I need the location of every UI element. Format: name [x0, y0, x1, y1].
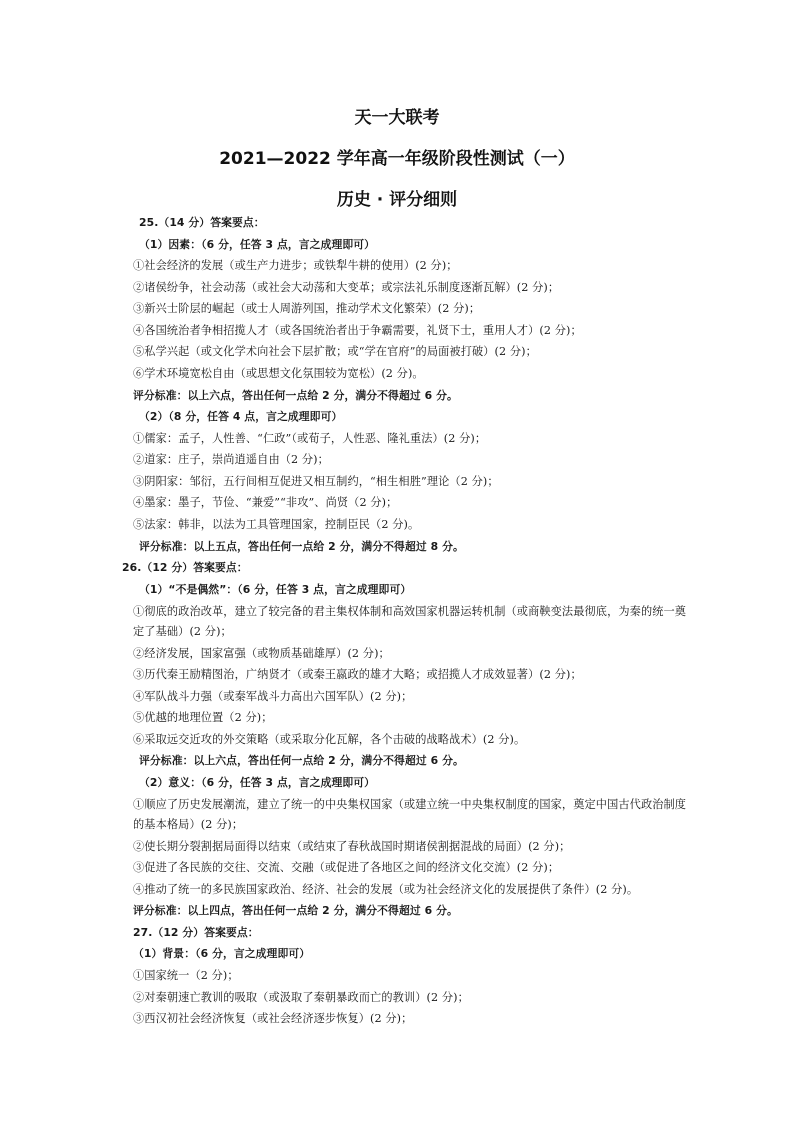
- answer-line: ③历代秦王励精图治，广纳贤才（或秦王嬴政的雄才大略；或招揽人才成效显著）(2 分)；: [133, 668, 582, 681]
- q26-heading: 26.（12 分）答案要点：: [122, 561, 248, 574]
- scoring-standard: 评分标准：以上四点，答出任何一点给 2 分，满分不得超过 6 分。: [133, 904, 458, 917]
- answer-line: ③西汉初社会经济恢复（或社会经济逐步恢复）(2 分)；: [133, 1012, 413, 1025]
- page-title-subject: 历史 · 评分细则: [336, 190, 458, 210]
- answer-line: ②道家：庄子，崇尚逍遥自由（2 分)；: [133, 453, 329, 466]
- answer-line: ②使长期分裂割据局面得以结束（或结束了春秋战国时期诸侯割据混战的局面）(2 分)；: [133, 840, 571, 853]
- q25-part2-heading: （2）（8 分，任答 4 点，言之成理即可）: [139, 410, 343, 423]
- answer-line: ⑤优越的地理位置（2 分)；: [133, 711, 273, 724]
- q26-part2-heading: （2）意义：（6 分，任答 3 点，言之成理即可）: [139, 776, 376, 789]
- q26-part1-heading: （1）“不是偶然”：（6 分，任答 3 点，言之成理即可）: [139, 583, 412, 596]
- answer-line: ①社会经济的发展（或生产力进步；或铁犁牛耕的使用）(2 分)；: [133, 259, 458, 272]
- scoring-standard: 评分标准：以上六点，答出任何一点给 2 分，满分不得超过 6 分。: [139, 754, 464, 767]
- answer-line: ①国家统一（2 分)；: [133, 969, 239, 982]
- answer-line: ⑤法家：韩非，以法为工具管理国家，控制臣民（2 分)。: [133, 518, 420, 531]
- answer-line: ④军队战斗力强（或秦军战斗力高出六国军队）(2 分)；: [133, 690, 413, 703]
- answer-line: ⑤私学兴起（或文化学术向社会下层扩散；或“学在官府”的局面被打破）(2 分)；: [133, 345, 537, 358]
- q25-heading: 25.（14 分）答案要点：: [139, 216, 265, 229]
- answer-line: ①儒家：孟子，人性善、“仁政”（或荀子，人性恶、隆礼重法）(2 分)；: [133, 432, 487, 445]
- page-title-org: 天一大联考: [354, 108, 440, 128]
- answer-line: ②诸侯纷争，社会动荡（或社会大动荡和大变革；或宗法礼乐制度逐渐瓦解）(2 分)；: [133, 281, 560, 294]
- answer-line: ④各国统治者争相招揽人才（或各国统治者出于争霸需要，礼贤下士，重用人才）(2 分)；: [133, 324, 582, 337]
- answer-line: ④推动了统一的多民族国家政治、经济、社会的发展（或为社会经济文化的发展提供了条件）(2 分)。: [133, 883, 639, 896]
- page-title-exam: 2021—2022 学年高一年级阶段性测试（一）: [219, 149, 575, 169]
- answer-line: ③新兴士阶层的崛起（或士人周游列国，推动学术文化繁荣）(2 分)；: [133, 302, 481, 315]
- q27-heading: 27.（12 分）答案要点：: [133, 926, 259, 939]
- scoring-standard: 评分标准：以上六点，答出任何一点给 2 分，满分不得超过 6 分。: [133, 389, 458, 402]
- answer-line: ②经济发展，国家富强（或物质基础雄厚）(2 分)；: [133, 647, 390, 660]
- answer-line: ①顺应了历史发展潮流，建立了统一的中央集权国家（或建立统一中央集权制度的国家，奠定中国古代政治制度的基本格局）(2 分)；: [133, 798, 687, 831]
- answer-line: ③阴阳家：邹衍，五行间相互促进又相互制约，“相生相胜”理论（2 分)；: [133, 475, 499, 488]
- q27-part1-heading: （1）背景：（6 分，言之成理即可）: [133, 947, 311, 960]
- answer-line: ④墨家：墨子，节俭、“兼爱”“非攻”、尚贤（2 分)；: [133, 496, 398, 509]
- q25-part1-heading: （1）因素：（6 分，任答 3 点，言之成理即可）: [139, 238, 376, 251]
- scoring-standard: 评分标准：以上五点，答出任何一点给 2 分，满分不得超过 8 分。: [139, 540, 464, 553]
- answer-line: ⑥学术环境宽松自由（或思想文化氛围较为宽松）(2 分)。: [133, 367, 424, 380]
- answer-line: ⑥采取远交近攻的外交策略（或采取分化瓦解，各个击破的战略战术）(2 分)。: [133, 733, 526, 746]
- answer-line: ①彻底的政治改革，建立了较完备的君主集权体制和高效国家机器运转机制（或商鞅变法最彻底，为秦的统一奠定了基础）(2 分)；: [133, 605, 687, 638]
- answer-line: ③促进了各民族的交往、交流、交融（或促进了各地区之间的经济文化交流）(2 分)；: [133, 861, 560, 874]
- answer-line: ②对秦朝速亡教训的吸取（或汲取了秦朝暴政而亡的教训）(2 分)；: [133, 991, 469, 1004]
